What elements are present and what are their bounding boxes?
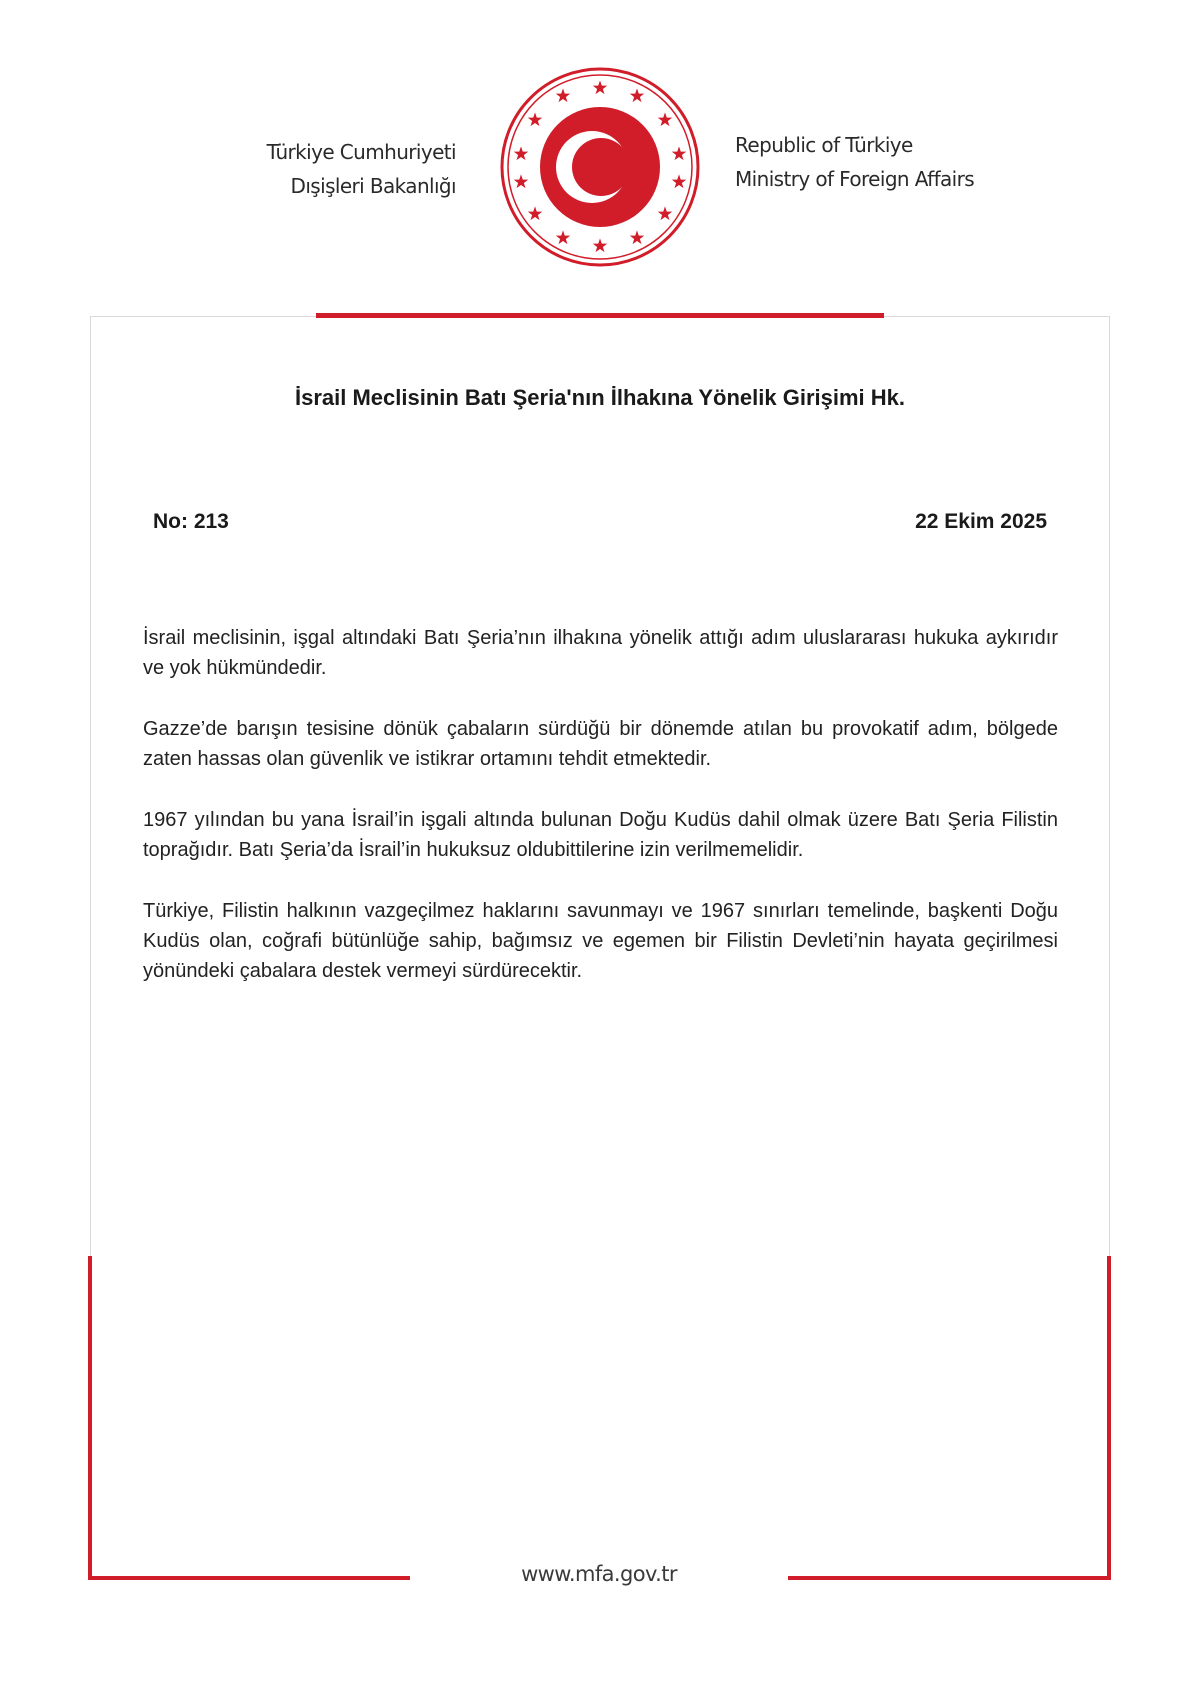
header-ministry-english — [735, 128, 1035, 196]
statement-number: No: 213 — [153, 510, 229, 533]
statement-date: 22 Ekim 2025 — [915, 510, 1047, 533]
frame-right-red-accent — [1107, 1256, 1111, 1578]
frame-right-border — [1109, 316, 1110, 1256]
header-right-line2: Ministry of Foreign Affairs — [735, 167, 975, 191]
frame-top-red-accent — [316, 313, 884, 318]
statement-body — [143, 623, 1058, 1017]
document-title: İsrail Meclisinin Batı Şeria'nın İlhakına Yönelik Girişimi Hk. — [294, 385, 906, 410]
header-right-line1: Republic of Türkiye — [735, 133, 913, 157]
frame-left-border — [90, 316, 91, 1256]
header-ministry-turkish — [200, 135, 456, 203]
footer-website-url: www.mfa.gov.tr — [521, 1562, 677, 1586]
ministry-emblem-logo — [495, 62, 705, 272]
header-left-line1: Türkiye Cumhuriyeti — [266, 140, 456, 164]
body-paragraph-4: Türkiye, Filistin halkının vazgeçilmez haklarını savunmayı ve 1967 sınırları temelinde, başkenti Doğu Kudüs olan, coğrafi bütünlüğe sahip, bağımsız ve egemen bir Filistin Devleti’nin hayata geçirilmesi yönündeki çabalara destek vermeyi sürdürecektir. — [143, 900, 1058, 982]
frame-bottom-left-red-accent — [88, 1576, 410, 1580]
frame-left-red-accent — [88, 1256, 92, 1578]
frame-bottom-right-red-accent — [788, 1576, 1111, 1580]
header-left-line2: Dışişleri Bakanlığı — [290, 174, 456, 198]
body-paragraph-2: Gazze’de barışın tesisine dönük çabaların sürdüğü bir dönemde atılan bu provokatif adım, bölgede zaten hassas olan güvenlik ve istikrar ortamını tehdit etmektedir. — [143, 718, 1058, 770]
body-paragraph-1: İsrail meclisinin, işgal altındaki Batı Şeria’nın ilhakına yönelik attığı adım uluslararası hukuka aykırıdır ve yok hükmündedir. — [143, 627, 1058, 679]
body-paragraph-3: 1967 yılından bu yana İsrail’in işgali altında bulunan Doğu Kudüs dahil olmak üzere Batı Şeria Filistin toprağıdır. Batı Şeria’da İsrail’in hukuksuz oldubittilerine izin verilmemelidir. — [143, 809, 1058, 861]
